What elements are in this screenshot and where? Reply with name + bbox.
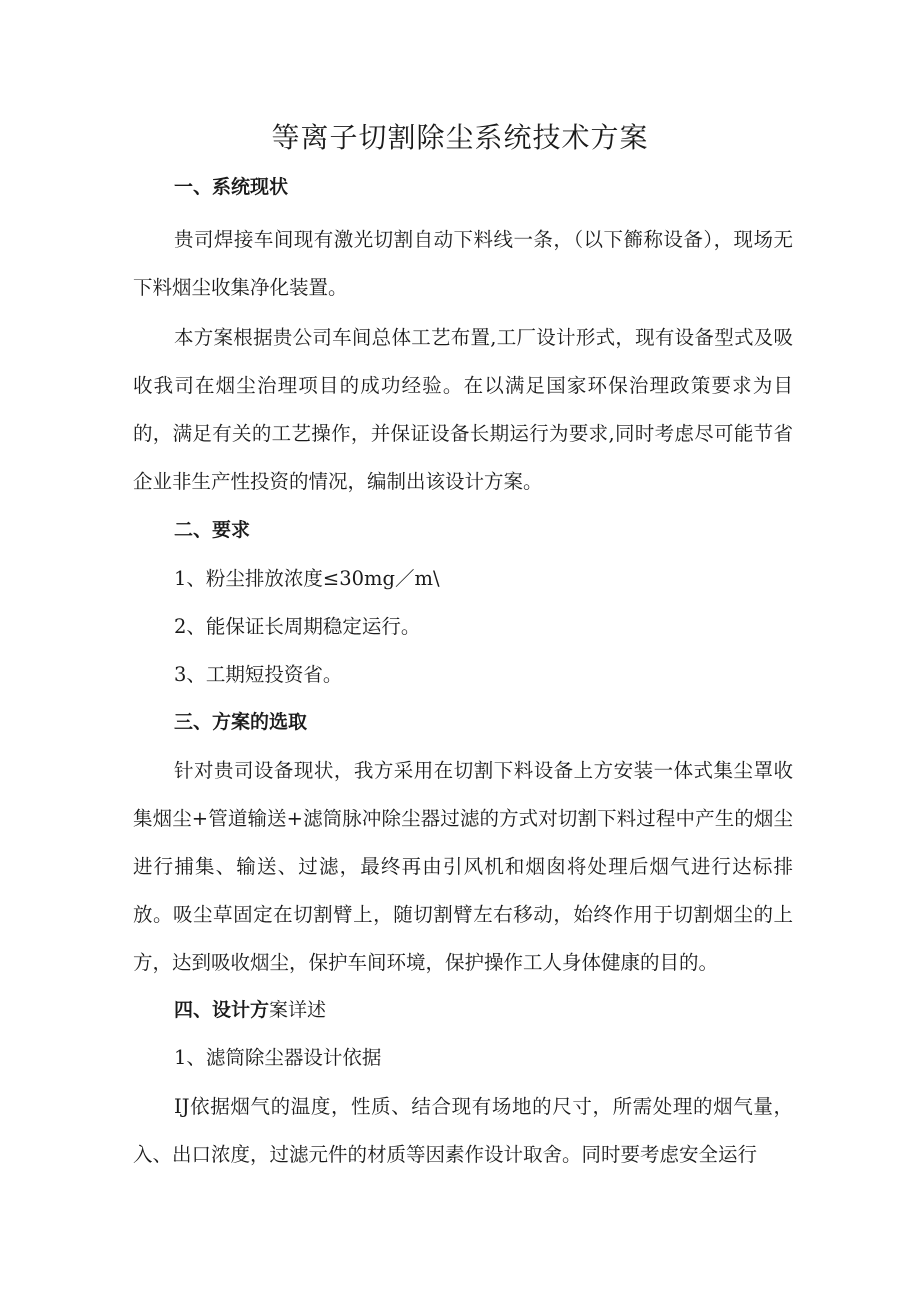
paragraph-plan-selection: 针对贵司设备现状，我方采用在切割下料设备上方安装一体式集尘罩收集烟尘+管道输送+滤筒脉冲除尘器过滤的方式对切割下料过程中产生的烟尘进行捕集、输送、过滤，最终再由引风机和烟囱将处理后烟气进行达标排放。吸尘草固定在切割臂上，随切割臂左右移动，始终作用于切割烟尘的上方，达到吸收烟尘，保护车间环境，保护操作工人身体健康的目的。 <box>133 759 793 974</box>
section-heading-status: 一、系统现状 <box>174 176 289 198</box>
section-heading-design-details <box>174 995 326 1025</box>
section-heading-design-details-rest: 案详述 <box>269 999 327 1021</box>
requirement-item-2: 2、能保证长周期稳定运行。 <box>174 615 421 638</box>
subsection-filter-design-basis: 1、滤筒除尘器设计依据 <box>174 1046 382 1069</box>
paragraph-design-basis: IJ依据烟气的温度，性质、结合现有场地的尺寸，所需处理的烟气量，入、出口浓度，过滤元件的材质等因素作设计取舍。同时要考虑安全运行 <box>133 1095 793 1166</box>
section-heading-design-details-bold: 四、设计方 <box>174 999 270 1021</box>
document-title: 等离子切割除尘系统技术方案 <box>271 121 649 154</box>
paragraph-status-intro: 贵司焊接车间现有激光切割自动下料线一条，（以下籂称设备），现场无下料烟尘收集净化装置。 <box>133 228 793 299</box>
requirement-item-1: 1、粉尘排放浓度≤30mg／m\ <box>174 567 440 590</box>
section-heading-plan-selection: 三、方案的选取 <box>174 711 308 733</box>
paragraph-plan-basis: 本方案根据贵公司车间总体工艺布置,工厂设计形式，现有设备型式及吸收我司在烟尘治理项目的成功经验。在以满足国家环保治理政策要求为目的，满足有关的工艺操作，并保证设备长期运行为要求,同时考虑尽可能节省企业非生产性投资的情况，编制出该设计方案。 <box>133 326 793 493</box>
section-heading-requirements: 二、要求 <box>174 519 251 541</box>
requirement-item-3: 3、工期短投资省。 <box>174 663 343 686</box>
